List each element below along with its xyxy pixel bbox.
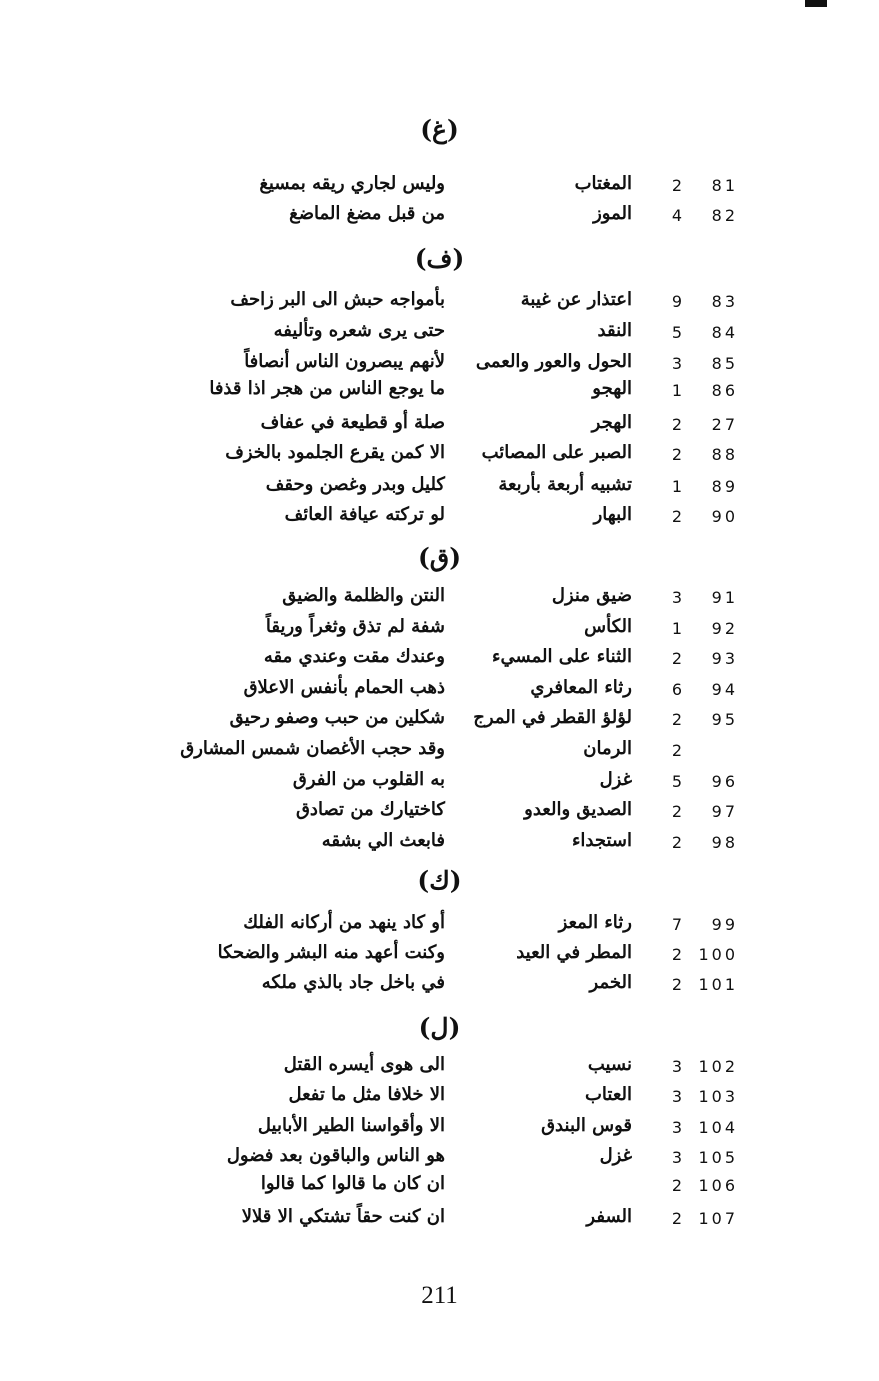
entry-number bbox=[678, 740, 738, 743]
index-row bbox=[0, 444, 879, 474]
opening-verse: في باخل جاد بالذي ملكه bbox=[261, 972, 445, 993]
poem-title: العتاب bbox=[584, 1084, 632, 1105]
entry-number: 103 bbox=[698, 1087, 738, 1106]
poem-title: قوس البندق bbox=[541, 1115, 632, 1136]
entry-number: 99 bbox=[711, 915, 738, 934]
poem-title: الخمر bbox=[589, 972, 632, 993]
entry-number: 96 bbox=[711, 772, 738, 791]
poem-title: الحول والعور والعمى bbox=[475, 351, 632, 372]
index-row bbox=[0, 291, 879, 321]
entry-number: 102 bbox=[698, 1057, 738, 1076]
index-row bbox=[0, 974, 879, 1004]
opening-verse: وليس لجاري ريقه بمسيغ bbox=[259, 173, 445, 194]
verse-count: 2 bbox=[671, 1209, 683, 1228]
poem-title: استجداء bbox=[571, 830, 632, 851]
poem-title: رثاء المعز bbox=[558, 912, 632, 933]
opening-verse: لأنهم يبصرون الناس أنصافاً bbox=[244, 351, 445, 372]
verse-count: 2 bbox=[671, 833, 683, 852]
verse-count: 2 bbox=[671, 176, 683, 195]
opening-verse: الا كمن يقرع الجلمود بالخزف bbox=[225, 442, 445, 463]
opening-verse: أو كاد ينهد من أركانه الفلك bbox=[243, 912, 445, 933]
index-row bbox=[0, 648, 879, 678]
opening-verse: الا وأقواسنا الطير الأبابيل bbox=[257, 1115, 445, 1136]
page-number: 211 bbox=[421, 1282, 458, 1309]
verse-count: 5 bbox=[671, 772, 683, 791]
index-row bbox=[0, 944, 879, 974]
section-header-kaf: (ك) bbox=[417, 866, 462, 895]
poem-title: الصديق والعدو bbox=[524, 799, 632, 820]
entry-number: 100 bbox=[698, 945, 738, 964]
poem-title: تشبيه أربعة بأربعة bbox=[498, 474, 632, 495]
entry-number: 94 bbox=[711, 680, 738, 699]
entry-number: 84 bbox=[711, 323, 738, 342]
entry-number: 95 bbox=[711, 710, 738, 729]
index-row bbox=[0, 322, 879, 352]
index-row bbox=[0, 1175, 879, 1205]
entry-number: 86 bbox=[711, 381, 738, 400]
entry-number: 27 bbox=[711, 415, 738, 434]
section-header-qaf: (ق) bbox=[417, 543, 462, 572]
index-row bbox=[0, 205, 879, 235]
index-row bbox=[0, 1208, 879, 1238]
poem-title: البهار bbox=[593, 504, 632, 525]
section-header-lam: (ل) bbox=[418, 1013, 461, 1042]
opening-verse: لو تركته عيافة العائف bbox=[284, 504, 445, 525]
opening-verse: حتى يرى شعره وتأليفه bbox=[273, 320, 445, 341]
verse-count: 3 bbox=[671, 1148, 683, 1167]
entry-number: 82 bbox=[711, 206, 738, 225]
verse-count: 1 bbox=[671, 477, 683, 496]
poem-title: الثناء على المسيء bbox=[492, 646, 632, 667]
opening-verse: ذهب الحمام بأنفس الاعلاق bbox=[243, 677, 445, 698]
verse-count: 3 bbox=[671, 1057, 683, 1076]
entry-number: 104 bbox=[698, 1118, 738, 1137]
verse-count: 2 bbox=[671, 975, 683, 994]
entry-number: 83 bbox=[711, 292, 738, 311]
verse-count: 7 bbox=[671, 915, 683, 934]
index-row bbox=[0, 476, 879, 506]
verse-count: 2 bbox=[671, 507, 683, 526]
entry-number: 81 bbox=[711, 176, 738, 195]
opening-verse: وعندك مقت وعندي مقه bbox=[263, 646, 445, 667]
section-header-fa: (ف) bbox=[414, 244, 465, 273]
index-row bbox=[0, 380, 879, 410]
poem-title: لؤلؤ القطر في المرج bbox=[473, 707, 632, 728]
verse-count: 5 bbox=[671, 323, 683, 342]
index-row bbox=[0, 771, 879, 801]
entry-number: 93 bbox=[711, 649, 738, 668]
verse-count: 1 bbox=[671, 381, 683, 400]
poem-title: المطر في العيد bbox=[516, 942, 632, 963]
entry-number: 90 bbox=[711, 507, 738, 526]
entry-number: 101 bbox=[698, 975, 738, 994]
verse-count: 2 bbox=[671, 945, 683, 964]
entry-number: 91 bbox=[711, 588, 738, 607]
opening-verse: وكنت أعهد منه البشر والضحكا bbox=[217, 942, 445, 963]
opening-verse: صلة أو قطيعة في عفاف bbox=[260, 412, 445, 433]
poem-title: المغتاب bbox=[574, 173, 632, 194]
poem-title: رثاء المعافري bbox=[530, 677, 632, 698]
poem-title: السفر bbox=[586, 1206, 632, 1227]
verse-count: 1 bbox=[671, 619, 683, 638]
index-row bbox=[0, 740, 879, 770]
entry-number: 89 bbox=[711, 477, 738, 496]
entry-number: 97 bbox=[711, 802, 738, 821]
index-row bbox=[0, 914, 879, 944]
index-row bbox=[0, 587, 879, 617]
poem-title: الرمان bbox=[583, 738, 632, 759]
opening-verse: كليل وبدر وغصن وحقف bbox=[265, 474, 445, 495]
entry-number: 106 bbox=[698, 1176, 738, 1195]
entry-number: 92 bbox=[711, 619, 738, 638]
poem-title: الهجو bbox=[592, 378, 632, 399]
verse-count: 2 bbox=[671, 802, 683, 821]
verse-count: 4 bbox=[671, 206, 683, 225]
verse-count: 2 bbox=[671, 649, 683, 668]
opening-verse: به القلوب من الفرق bbox=[292, 769, 445, 790]
poem-title: غزل bbox=[599, 769, 632, 790]
index-row bbox=[0, 414, 879, 444]
opening-verse: شكلين من حبب وصفو رحيق bbox=[229, 707, 445, 728]
verse-count: 3 bbox=[671, 354, 683, 373]
entry-number: 88 bbox=[711, 445, 738, 464]
opening-verse: شفة لم تذق وثغراً وريقاً bbox=[265, 616, 445, 637]
poem-title: الصبر على المصائب bbox=[481, 442, 632, 463]
index-row bbox=[0, 832, 879, 862]
poem-title: غزل bbox=[599, 1145, 632, 1166]
opening-verse: النتن والظلمة والضيق bbox=[282, 585, 445, 606]
opening-verse: الى هوى أيسره القتل bbox=[283, 1054, 445, 1075]
entry-number: 105 bbox=[698, 1148, 738, 1167]
opening-verse: هو الناس والباقون بعد فضول bbox=[226, 1145, 445, 1166]
verse-count: 2 bbox=[671, 445, 683, 464]
verse-count: 2 bbox=[671, 415, 683, 434]
verse-count: 2 bbox=[671, 1176, 683, 1195]
entry-number: 98 bbox=[711, 833, 738, 852]
opening-verse: ان كنت حقاً تشتكي الا قلالا bbox=[241, 1206, 445, 1227]
entry-number: 85 bbox=[711, 354, 738, 373]
index-row bbox=[0, 709, 879, 739]
poem-title: اعتذار عن غيبة bbox=[520, 289, 632, 310]
opening-verse: كاختيارك من تصادق bbox=[295, 799, 445, 820]
verse-count: 6 bbox=[671, 680, 683, 699]
poem-title: النقد bbox=[597, 320, 632, 341]
verse-count: 3 bbox=[671, 1118, 683, 1137]
index-row bbox=[0, 175, 879, 205]
index-row bbox=[0, 1117, 879, 1147]
index-row bbox=[0, 618, 879, 648]
poem-title: الموز bbox=[593, 203, 632, 224]
entry-number: 107 bbox=[698, 1209, 738, 1228]
poem-title: الكأس bbox=[584, 616, 632, 637]
opening-verse: الا خلافا مثل ما تفعل bbox=[288, 1084, 445, 1105]
poem-title: الهجر bbox=[591, 412, 632, 433]
verse-count: 3 bbox=[671, 1087, 683, 1106]
verse-count: 2 bbox=[671, 710, 683, 729]
section-header-ghayn: (غ) bbox=[420, 115, 459, 144]
index-row bbox=[0, 801, 879, 831]
opening-verse: ان كان ما قالوا كما قالوا bbox=[260, 1173, 445, 1194]
opening-verse: وقد حجب الأغصان شمس المشارق bbox=[180, 738, 445, 759]
index-row bbox=[0, 1056, 879, 1086]
poem-title: نسيب bbox=[587, 1054, 632, 1075]
poem-title: ضيق منزل bbox=[551, 585, 632, 606]
opening-verse: فابعث الي بشقه bbox=[321, 830, 445, 851]
verse-count: 2 bbox=[671, 741, 683, 760]
index-row bbox=[0, 506, 879, 536]
index-row bbox=[0, 679, 879, 709]
verse-count: 3 bbox=[671, 588, 683, 607]
opening-verse: بأمواجه حبش الى البر زاحف bbox=[230, 289, 445, 310]
verse-count: 9 bbox=[671, 292, 683, 311]
opening-verse: من قبل مضغ الماضغ bbox=[289, 203, 445, 224]
index-row bbox=[0, 1086, 879, 1116]
opening-verse: ما يوجع الناس من هجر اذا قذفا bbox=[209, 378, 445, 399]
